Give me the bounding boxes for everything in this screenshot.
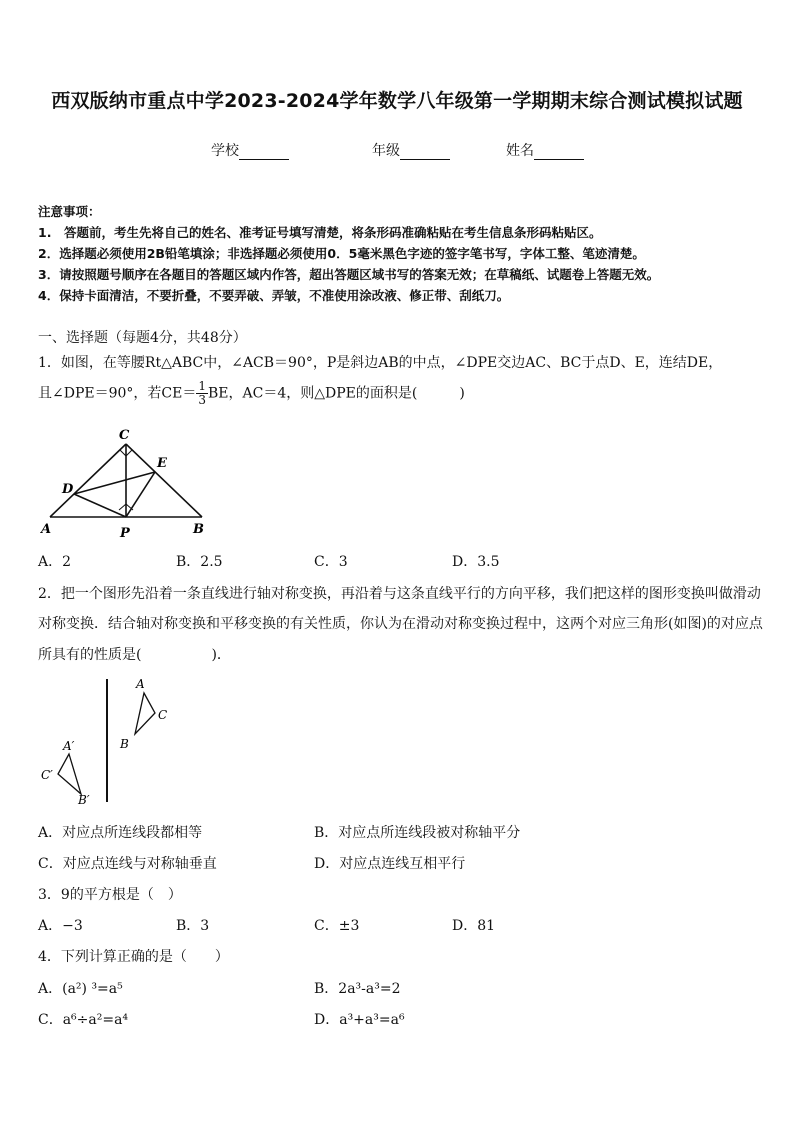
label-a-prime: A′ <box>63 739 75 753</box>
triangle-abc-prime <box>58 754 81 794</box>
q1-fraction <box>196 380 208 407</box>
q3-option-b[interactable]: B．3 <box>176 918 210 934</box>
q2-line2: 对称变换．结合轴对称变换和平移变换的有关性质，你认为在滑动对称变换过程中，这两个对应三角形(如图)的对应点 <box>38 616 763 632</box>
note-item: 1. 答题前，考生先将自己的姓名、准考证号填写清楚，将条形码准确粘贴在考生信息条形码粘贴区。 <box>38 225 602 240</box>
label-a: A <box>136 677 145 691</box>
school-blank <box>239 145 289 160</box>
grade-label: 年级 <box>372 143 400 159</box>
q1-line1: 1．如图，在等腰Rt△ABC中，∠ACB＝90°，P是斜边AB的中点，∠DPE交边AC、BC于点D、E，连结DE， <box>38 355 723 371</box>
q3-stem: 3．9的平方根是（ ） <box>38 887 182 903</box>
note-item: 4．保持卡面清洁，不要折叠，不要弄破、弄皱，不准使用涂改液、修正带、刮纸刀。 <box>38 288 510 303</box>
page-title: 西双版纳市重点中学2023-2024学年数学八年级第一学期期末综合测试模拟试题 <box>51 90 743 112</box>
school-field <box>211 140 289 160</box>
q1-option-b[interactable]: B．2.5 <box>176 554 223 570</box>
triangle-abc <box>135 693 155 734</box>
q4-stem: 4．下列计算正确的是（ ） <box>38 949 229 965</box>
q1-line2 <box>38 380 465 407</box>
label-b: B <box>193 522 204 537</box>
q2-line3: 所具有的性质是( )． <box>38 647 231 663</box>
q2-line1: 2．把一个图形先沿着一条直线进行轴对称变换，再沿着与这条直线平行的方向平移，我们把这样的图形变换叫做滑动 <box>38 586 761 602</box>
q4-option-c[interactable]: C．a⁶÷a²=a⁴ <box>38 1012 129 1028</box>
q1-frac-denominator: 3 <box>198 393 206 407</box>
section-heading: 一、选择题（每题4分，共48分） <box>38 330 247 346</box>
q2-option-a[interactable]: A．对应点所连线段都相等 <box>38 825 203 841</box>
label-e: E <box>157 456 167 471</box>
q2-option-c[interactable]: C．对应点连线与对称轴垂直 <box>38 856 217 872</box>
label-a: A <box>41 522 52 537</box>
q1-option-c[interactable]: C．3 <box>314 554 348 570</box>
q1-option-a[interactable]: A．2 <box>38 554 72 570</box>
label-p: P <box>120 526 130 541</box>
label-b-prime: B′ <box>78 793 90 807</box>
label-d: D <box>62 482 74 497</box>
q1-triangle-figure <box>38 424 218 542</box>
grade-blank <box>400 145 450 160</box>
name-blank <box>534 145 584 160</box>
note-item: 3．请按照题号顺序在各题目的答题区域内作答，超出答题区域书写的答案无效；在草稿纸、试题卷上答题无效。 <box>38 267 660 282</box>
q4-option-a[interactable]: A．(a²) ³=a⁵ <box>38 981 123 997</box>
label-c-prime: C′ <box>41 768 53 782</box>
name-label: 姓名 <box>506 143 534 159</box>
label-c: C <box>158 708 168 722</box>
grade-field <box>372 140 450 160</box>
q2-option-b[interactable]: B．对应点所连线段被对称轴平分 <box>314 825 521 841</box>
q3-option-c[interactable]: C．±3 <box>314 918 360 934</box>
side-ac <box>50 444 126 517</box>
q3-option-d[interactable]: D．81 <box>452 918 496 934</box>
notes-heading: 注意事项： <box>38 204 101 219</box>
q1-frac-numerator: 1 <box>198 379 206 393</box>
q1-line2-post: BE，AC＝4，则△DPE的面积是( ) <box>207 385 465 402</box>
q4-option-d[interactable]: D．a³+a³=a⁶ <box>314 1012 405 1028</box>
name-field <box>506 140 584 160</box>
q3-option-a[interactable]: A．−3 <box>38 918 83 934</box>
label-b: B <box>120 737 129 751</box>
q1-line2-pre: 且∠DPE＝90°，若CE＝ <box>38 385 197 402</box>
school-label: 学校 <box>211 143 239 159</box>
q2-glide-reflection-figure <box>38 674 188 809</box>
q2-option-d[interactable]: D．对应点连线互相平行 <box>314 856 466 872</box>
q1-option-d[interactable]: D．3.5 <box>452 554 500 570</box>
label-c: C <box>119 428 130 443</box>
side-cb <box>126 444 202 517</box>
note-item: 2．选择题必须使用2B铅笔填涂；非选择题必须使用0．5毫米黑色字迹的签字笔书写，字体工整、笔迹清楚。 <box>38 246 645 261</box>
segment-dp <box>74 494 126 517</box>
q4-option-b[interactable]: B．2a³-a³=2 <box>314 981 401 997</box>
